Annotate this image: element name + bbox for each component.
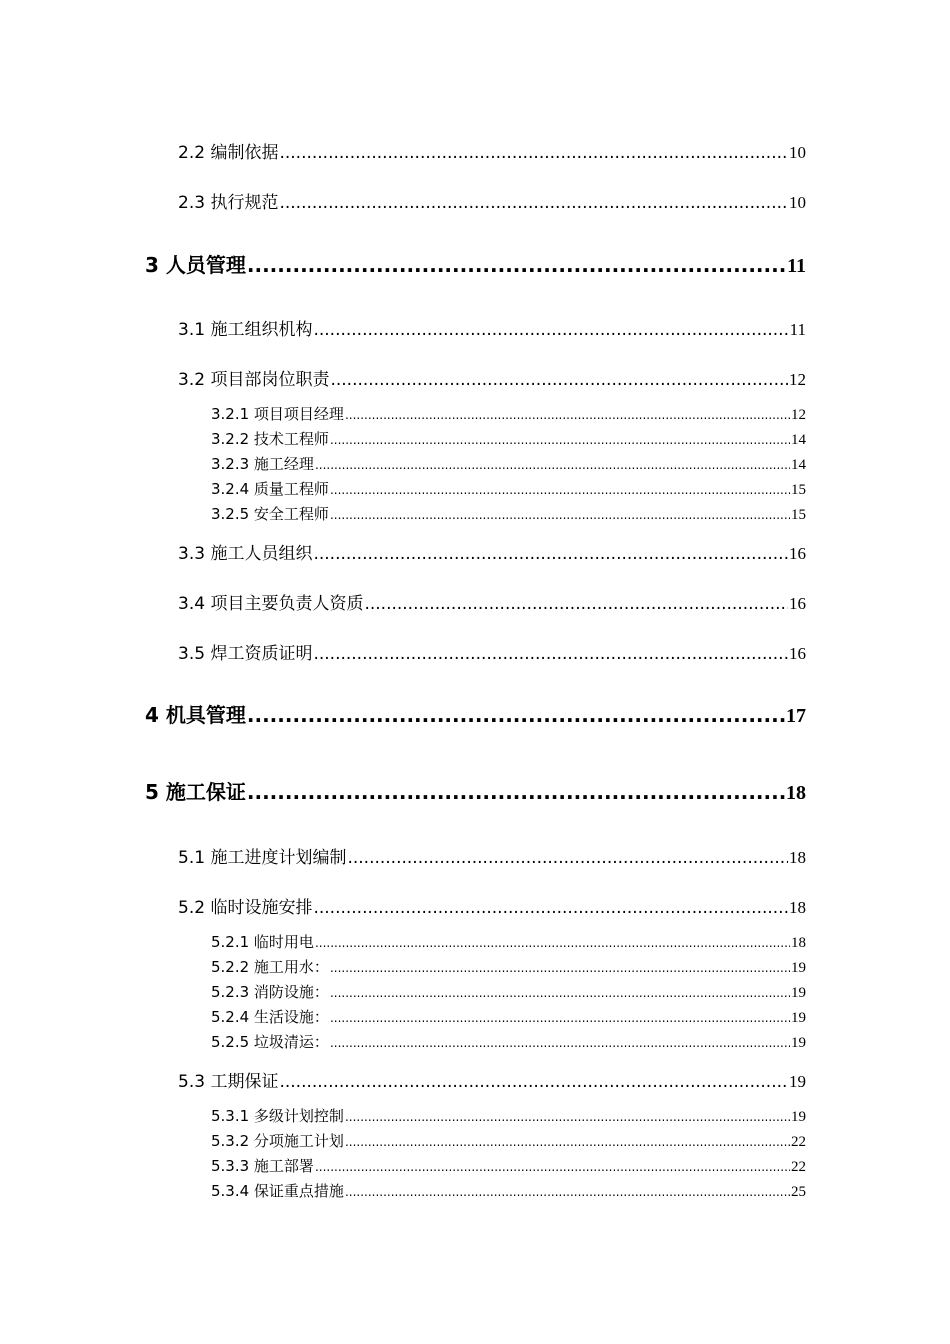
toc-entry[interactable] xyxy=(178,1067,806,1092)
toc-entry[interactable] xyxy=(178,138,806,163)
toc-entry-label: 5.2.3 消防设施： xyxy=(211,983,329,1001)
toc-entry-label: 5.3.3 施工部署 xyxy=(211,1157,314,1175)
toc-entry[interactable] xyxy=(178,639,806,664)
toc-dot-leader xyxy=(364,594,788,614)
toc-dot-leader xyxy=(345,1135,790,1149)
toc-entry[interactable] xyxy=(211,981,806,1002)
toc-entry-label: 5.2.4 生活设施： xyxy=(211,1008,329,1026)
toc-entry-label: 3.1 施工组织机构 xyxy=(178,320,313,340)
toc-entry[interactable] xyxy=(211,1130,806,1151)
toc-dot-leader xyxy=(330,1011,790,1025)
toc-entry[interactable] xyxy=(178,188,806,213)
toc-entry-label: 3.2.2 技术工程师 xyxy=(211,430,329,448)
toc-entry[interactable] xyxy=(211,403,806,424)
toc-page-number: 22 xyxy=(791,1159,806,1175)
toc-dot-leader xyxy=(315,458,790,472)
toc-entry[interactable] xyxy=(178,539,806,564)
toc-dot-leader xyxy=(330,483,790,497)
toc-entry-label: 5.3.2 分项施工计划 xyxy=(211,1132,344,1150)
toc-dot-leader xyxy=(279,143,788,163)
toc-page-number: 14 xyxy=(791,457,806,473)
toc-dot-leader xyxy=(330,433,790,447)
toc-entry[interactable] xyxy=(211,1155,806,1176)
toc-dot-leader xyxy=(313,320,788,340)
toc-entry-label: 5.2 临时设施安排 xyxy=(178,898,313,918)
toc-page-number: 18 xyxy=(789,898,806,917)
toc-entry-label: 5 施工保证 xyxy=(145,780,246,804)
toc-page-number: 16 xyxy=(789,644,806,663)
toc-entry[interactable] xyxy=(211,1180,806,1201)
toc-page-number: 10 xyxy=(789,193,806,212)
toc-dot-leader xyxy=(313,644,788,664)
toc-page-number: 18 xyxy=(789,848,806,867)
toc-entry[interactable] xyxy=(145,249,806,278)
toc-dot-leader xyxy=(345,1110,790,1124)
toc-entry-label: 5.3 工期保证 xyxy=(178,1072,279,1092)
toc-entry-label: 3.2 项目部岗位职责 xyxy=(178,370,330,390)
toc-entry[interactable] xyxy=(211,503,806,524)
toc-dot-leader xyxy=(315,1160,790,1174)
toc-page-number: 16 xyxy=(789,594,806,613)
toc-page-number: 12 xyxy=(791,407,806,423)
toc-entry[interactable] xyxy=(211,478,806,499)
toc-page-number: 11 xyxy=(789,320,806,339)
toc-dot-leader xyxy=(313,898,788,918)
toc-page-number: 18 xyxy=(791,935,806,951)
toc-dot-leader xyxy=(313,544,788,564)
toc-page-number: 15 xyxy=(791,507,806,523)
toc-dot-leader xyxy=(330,370,788,390)
toc-entry[interactable] xyxy=(145,776,806,805)
toc-page-number: 12 xyxy=(789,370,806,389)
toc-page-number: 19 xyxy=(791,1109,806,1125)
toc-entry-label: 5.1 施工进度计划编制 xyxy=(178,848,347,868)
toc-dot-leader xyxy=(330,508,790,522)
toc-page-number: 11 xyxy=(787,255,806,277)
toc-entry-label: 3.2.4 质量工程师 xyxy=(211,480,329,498)
toc-entry[interactable] xyxy=(145,699,806,728)
toc-entry-label: 3 人员管理 xyxy=(145,253,246,277)
toc-entry-label: 5.3.4 保证重点措施 xyxy=(211,1182,344,1200)
toc-entry[interactable] xyxy=(211,931,806,952)
toc-dot-leader xyxy=(279,193,788,213)
toc-entry-label: 5.2.2 施工用水： xyxy=(211,958,329,976)
toc-entry-label: 3.3 施工人员组织 xyxy=(178,544,313,564)
toc-entry[interactable] xyxy=(178,589,806,614)
toc-entry-label: 5.2.5 垃圾清运： xyxy=(211,1033,329,1051)
toc-entry-label: 5.2.1 临时用电 xyxy=(211,933,314,951)
toc-page-number: 14 xyxy=(791,432,806,448)
toc-page-number: 19 xyxy=(791,985,806,1001)
toc-entry[interactable] xyxy=(178,843,806,868)
toc-entry-label: 4 机具管理 xyxy=(145,703,246,727)
toc-page-number: 16 xyxy=(789,544,806,563)
toc-page-number: 22 xyxy=(791,1134,806,1150)
toc-entry[interactable] xyxy=(211,1006,806,1027)
toc-entry-label: 2.2 编制依据 xyxy=(178,143,279,163)
toc-page-number: 15 xyxy=(791,482,806,498)
toc-dot-leader xyxy=(315,936,790,950)
toc-dot-leader xyxy=(347,848,788,868)
toc-dot-leader xyxy=(345,408,790,422)
toc-entry[interactable] xyxy=(178,315,806,340)
toc-page-number: 19 xyxy=(791,960,806,976)
toc-page-number: 10 xyxy=(789,143,806,162)
toc-entry-label: 3.2.5 安全工程师 xyxy=(211,505,329,523)
toc-dot-leader xyxy=(345,1185,790,1199)
toc-entry-label: 2.3 执行规范 xyxy=(178,193,279,213)
toc-dot-leader xyxy=(279,1072,788,1092)
toc-dot-leader xyxy=(330,1036,790,1050)
toc-page-number: 25 xyxy=(791,1184,806,1200)
toc-entry[interactable] xyxy=(178,365,806,390)
toc-page-number: 18 xyxy=(786,782,806,804)
toc-entry[interactable] xyxy=(211,1031,806,1052)
toc-entry-label: 3.2.1 项目项目经理 xyxy=(211,405,344,423)
toc-entry[interactable] xyxy=(211,1105,806,1126)
toc-entry[interactable] xyxy=(178,893,806,918)
toc-entry[interactable] xyxy=(211,428,806,449)
toc-dot-leader xyxy=(330,961,790,975)
toc-page-number: 19 xyxy=(789,1072,806,1091)
toc-entry[interactable] xyxy=(211,453,806,474)
toc-entry[interactable] xyxy=(211,956,806,977)
toc-dot-leader xyxy=(247,253,786,277)
toc-dot-leader xyxy=(247,780,785,804)
toc-dot-leader xyxy=(330,986,790,1000)
toc-page-number: 19 xyxy=(791,1035,806,1051)
toc-dot-leader xyxy=(247,703,785,727)
toc-entry-label: 3.2.3 施工经理 xyxy=(211,455,314,473)
toc-entry-label: 3.4 项目主要负责人资质 xyxy=(178,594,364,614)
toc-page-number: 17 xyxy=(786,705,806,727)
toc-page-number: 19 xyxy=(791,1010,806,1026)
toc-entry-label: 5.3.1 多级计划控制 xyxy=(211,1107,344,1125)
toc-entry-label: 3.5 焊工资质证明 xyxy=(178,644,313,664)
